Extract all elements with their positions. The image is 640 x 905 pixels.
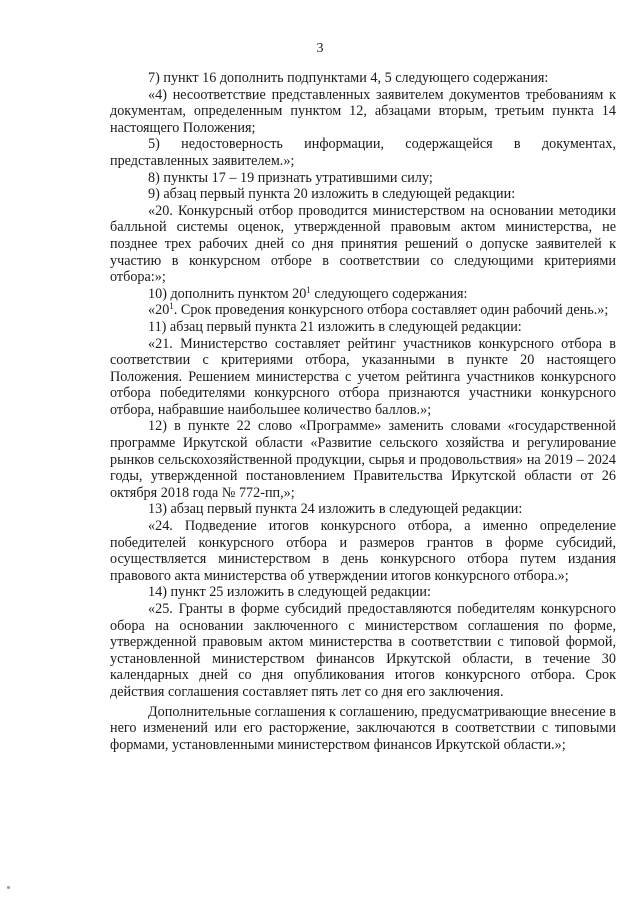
superscript: 1 xyxy=(306,284,311,295)
document-body xyxy=(110,70,616,753)
paragraph: 8) пункты 17 – 19 признать утратившими силу; xyxy=(148,169,433,186)
paragraph: «25. Гранты в форме субсидий предоставляются победителям конкурсного обора на основании заключенного с министерством соглашения по форме, утвержденной правовым актом министерства в соответствии с типовой формой, установленной министерством финансов Иркутской области, в течение 30 календарных дней со дня опубликования итогов конкурсного отбора. Срок действия соглашения составляет пять лет со дня его заключения. xyxy=(110,601,616,700)
paragraph: «20. Конкурсный отбор проводится министерством на основании методики балльной системы оценок, утвержденной правовым актом министерства, не позднее трех рабочих дней со дня принятия решений о допуске заявителей к участию в конкурсном отборе в соответствии со следующими критериями отбора:»; xyxy=(110,202,616,286)
scan-mark xyxy=(7,886,10,889)
paragraph: 12) в пункте 22 слово «Программе» заменить словами «государственной программе Иркутской области «Развитие сельского хозяйства и регулирование рынков сельскохозяйственной продукции, сырья и продовольствия» на 2019 – 2024 годы, утвержденной постановлением Правительства Иркутской области от 26 октября 2018 года № 772-пп,»; xyxy=(110,418,616,501)
paragraph: 9) абзац первый пункта 20 изложить в следующей редакции: xyxy=(148,186,516,203)
paragraph: 14) пункт 25 изложить в следующей редакции: xyxy=(148,584,431,601)
paragraph: 10) дополнить пунктом $20^1$ следующего содержания: xyxy=(148,284,468,302)
page-number: 3 xyxy=(316,41,324,56)
paragraph: «21. Министерство составляет рейтинг участников конкурсного отбора в соответствии с критериями отбора, указанными в пункте 20 настоящего Положения. Решением министерства с учетом рейтинга участников конкурсного отбора победителями конкурсного отбора признаются участники конкурсного отбора, набравшие наибольшее количество баллов.»; xyxy=(110,335,616,418)
paragraph: Дополнительные соглашения к соглашению, предусматривающие внесение в него изменений или его расторжение, заключаются в соответствии с типовыми формами, установленными министерством финансов Иркутской области.»; xyxy=(110,703,616,753)
paragraph: 7) пункт 16 дополнить подпунктами 4, 5 следующего содержания: xyxy=(148,70,549,86)
paragraph: 5) недостоверность информации, содержащейся в документах, представленных заявителем.»; xyxy=(110,136,616,169)
superscript: 1 xyxy=(169,301,174,312)
paragraph: 11) абзац первый пункта 21 изложить в следующей редакции: xyxy=(148,318,522,335)
paragraph: «24. Подведение итогов конкурсного отбора, а именно определение победителей конкурсного отбора и размеров грантов в форме субсидий, осуществляется министерством в день конкурсного отбора путем издания правового акта министерства об утверждении итогов конкурсного отбора.»; xyxy=(110,518,616,584)
paragraph: «4) несоответствие представленных заявителем документов требованиям к документам, определенным пунктом 12, абзацами вторым, третьим пункта 14 настоящего Положения; xyxy=(110,86,616,136)
paragraph: «$20^1$. Срок проведения конкурсного отбора составляет один рабочий день.»; xyxy=(148,301,609,319)
paragraph: 13) абзац первый пункта 24 изложить в следующей редакции: xyxy=(148,501,523,518)
